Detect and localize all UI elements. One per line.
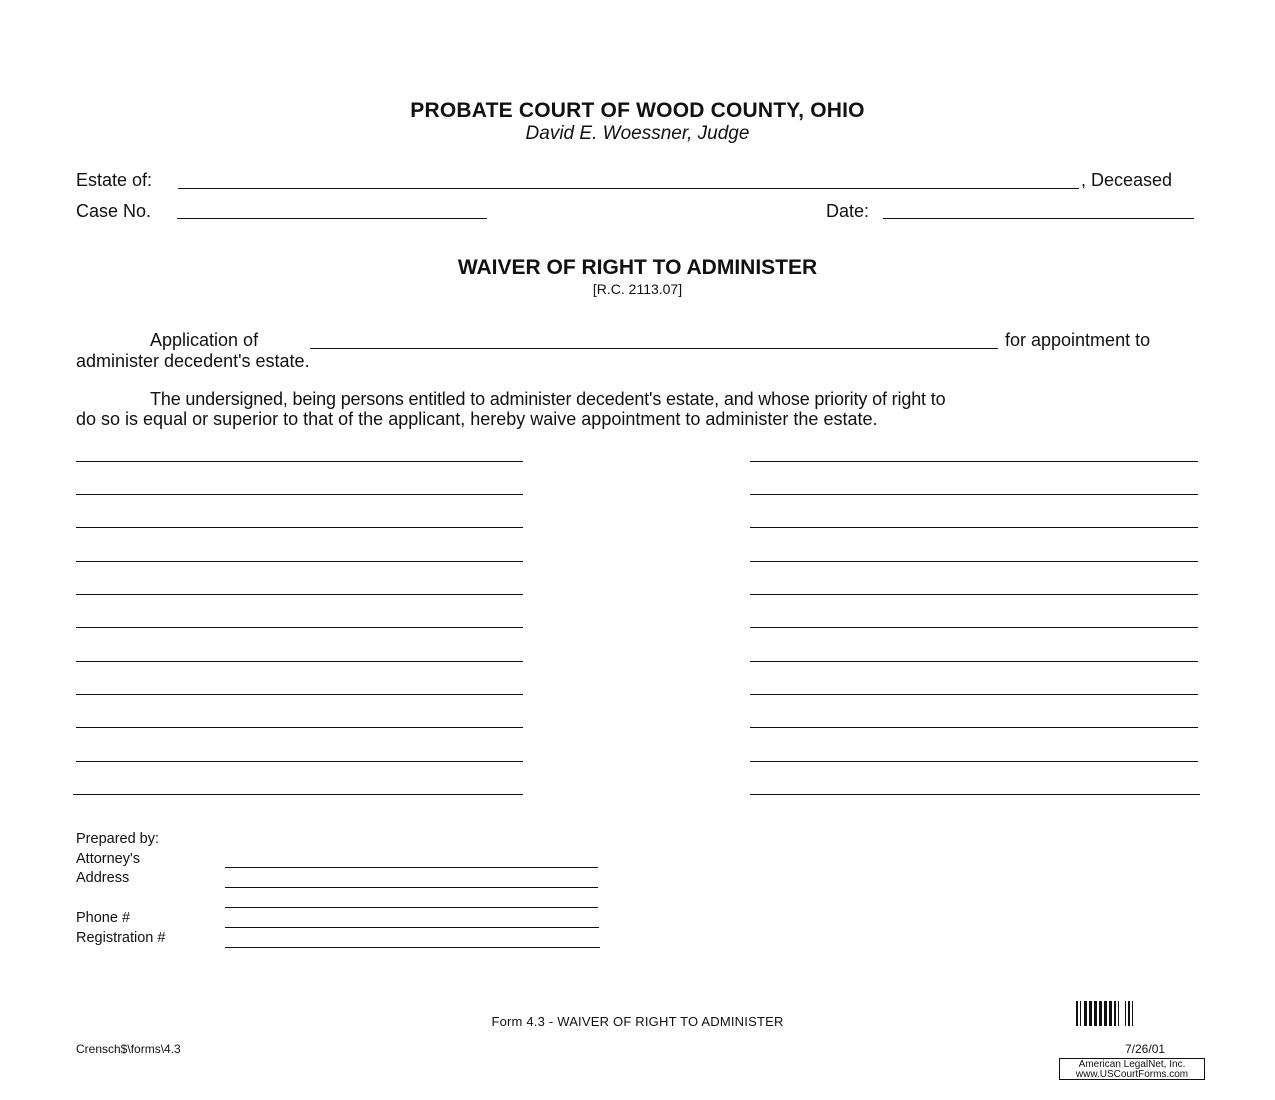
address-field-2[interactable] — [225, 907, 598, 908]
date-label: Date: — [826, 201, 870, 221]
registration-field[interactable] — [225, 947, 600, 948]
application-line-2: administer decedent's estate. — [76, 351, 310, 371]
signature-line-left[interactable] — [76, 461, 523, 462]
signature-line-left[interactable] — [76, 661, 523, 662]
publisher-name: American LegalNet, Inc. — [1078, 1059, 1186, 1070]
phone-label: Phone # — [76, 910, 131, 926]
signature-line-left[interactable] — [76, 694, 523, 695]
registration-label: Registration # — [76, 930, 166, 946]
signature-line-left[interactable] — [76, 627, 523, 628]
applicant-name-field[interactable] — [310, 348, 998, 349]
form-title: WAIVER OF RIGHT TO ADMINISTER — [457, 256, 818, 279]
deceased-label: , Deceased — [1081, 170, 1173, 190]
signature-line-right[interactable] — [750, 461, 1198, 462]
revision-date: 7/26/01 — [1125, 1042, 1166, 1056]
signature-line-right[interactable] — [750, 794, 1200, 795]
signature-line-left[interactable] — [73, 794, 523, 795]
publisher-url: www.USCourtForms.com — [1075, 1069, 1189, 1080]
application-suffix: for appointment to — [1005, 330, 1151, 350]
signature-line-left[interactable] — [76, 594, 523, 595]
footer-form-title: Form 4.3 - WAIVER OF RIGHT TO ADMINISTER — [491, 1014, 784, 1029]
date-field[interactable] — [883, 218, 1194, 219]
signature-line-left[interactable] — [76, 527, 523, 528]
signature-line-left[interactable] — [76, 561, 523, 562]
signature-line-right[interactable] — [750, 627, 1198, 628]
court-title: PROBATE COURT OF WOOD COUNTY, OHIO — [410, 99, 865, 122]
signature-line-right[interactable] — [750, 527, 1198, 528]
case-number-field[interactable] — [177, 218, 487, 219]
signature-line-left[interactable] — [76, 727, 523, 728]
signature-line-right[interactable] — [750, 761, 1198, 762]
signature-line-right[interactable] — [750, 494, 1198, 495]
signature-line-right[interactable] — [750, 561, 1198, 562]
attorney-label: Attorney's — [76, 851, 141, 867]
waiver-text-line-2: do so is equal or superior to that of the applicant, hereby waive appointment to administer the estate. — [76, 409, 878, 429]
signature-line-right[interactable] — [750, 694, 1198, 695]
estate-name-field[interactable] — [178, 188, 1079, 189]
signature-line-right[interactable] — [750, 727, 1198, 728]
judge-name: David E. Woessner, Judge — [525, 123, 750, 144]
attorney-field[interactable] — [225, 867, 598, 868]
phone-field[interactable] — [225, 927, 599, 928]
case-number-label: Case No. — [76, 201, 152, 221]
address-field-1[interactable] — [225, 887, 598, 888]
file-path: Crensch$\forms\4.3 — [76, 1042, 181, 1056]
statute-reference: [R.C. 2113.07] — [592, 281, 683, 297]
signature-line-right[interactable] — [750, 661, 1198, 662]
application-prefix: Application of — [150, 330, 259, 350]
barcode-icon — [1076, 1001, 1136, 1026]
signature-line-left[interactable] — [76, 761, 523, 762]
signature-line-right[interactable] — [750, 594, 1198, 595]
prepared-by-heading: Prepared by: — [76, 831, 160, 847]
signature-line-left[interactable] — [76, 494, 523, 495]
address-label: Address — [76, 870, 130, 886]
waiver-text-line-1: The undersigned, being persons entitled to administer decedent's estate, and whose priority of right to — [150, 389, 946, 409]
estate-label: Estate of: — [76, 170, 153, 190]
publisher-stamp — [1059, 1058, 1205, 1080]
